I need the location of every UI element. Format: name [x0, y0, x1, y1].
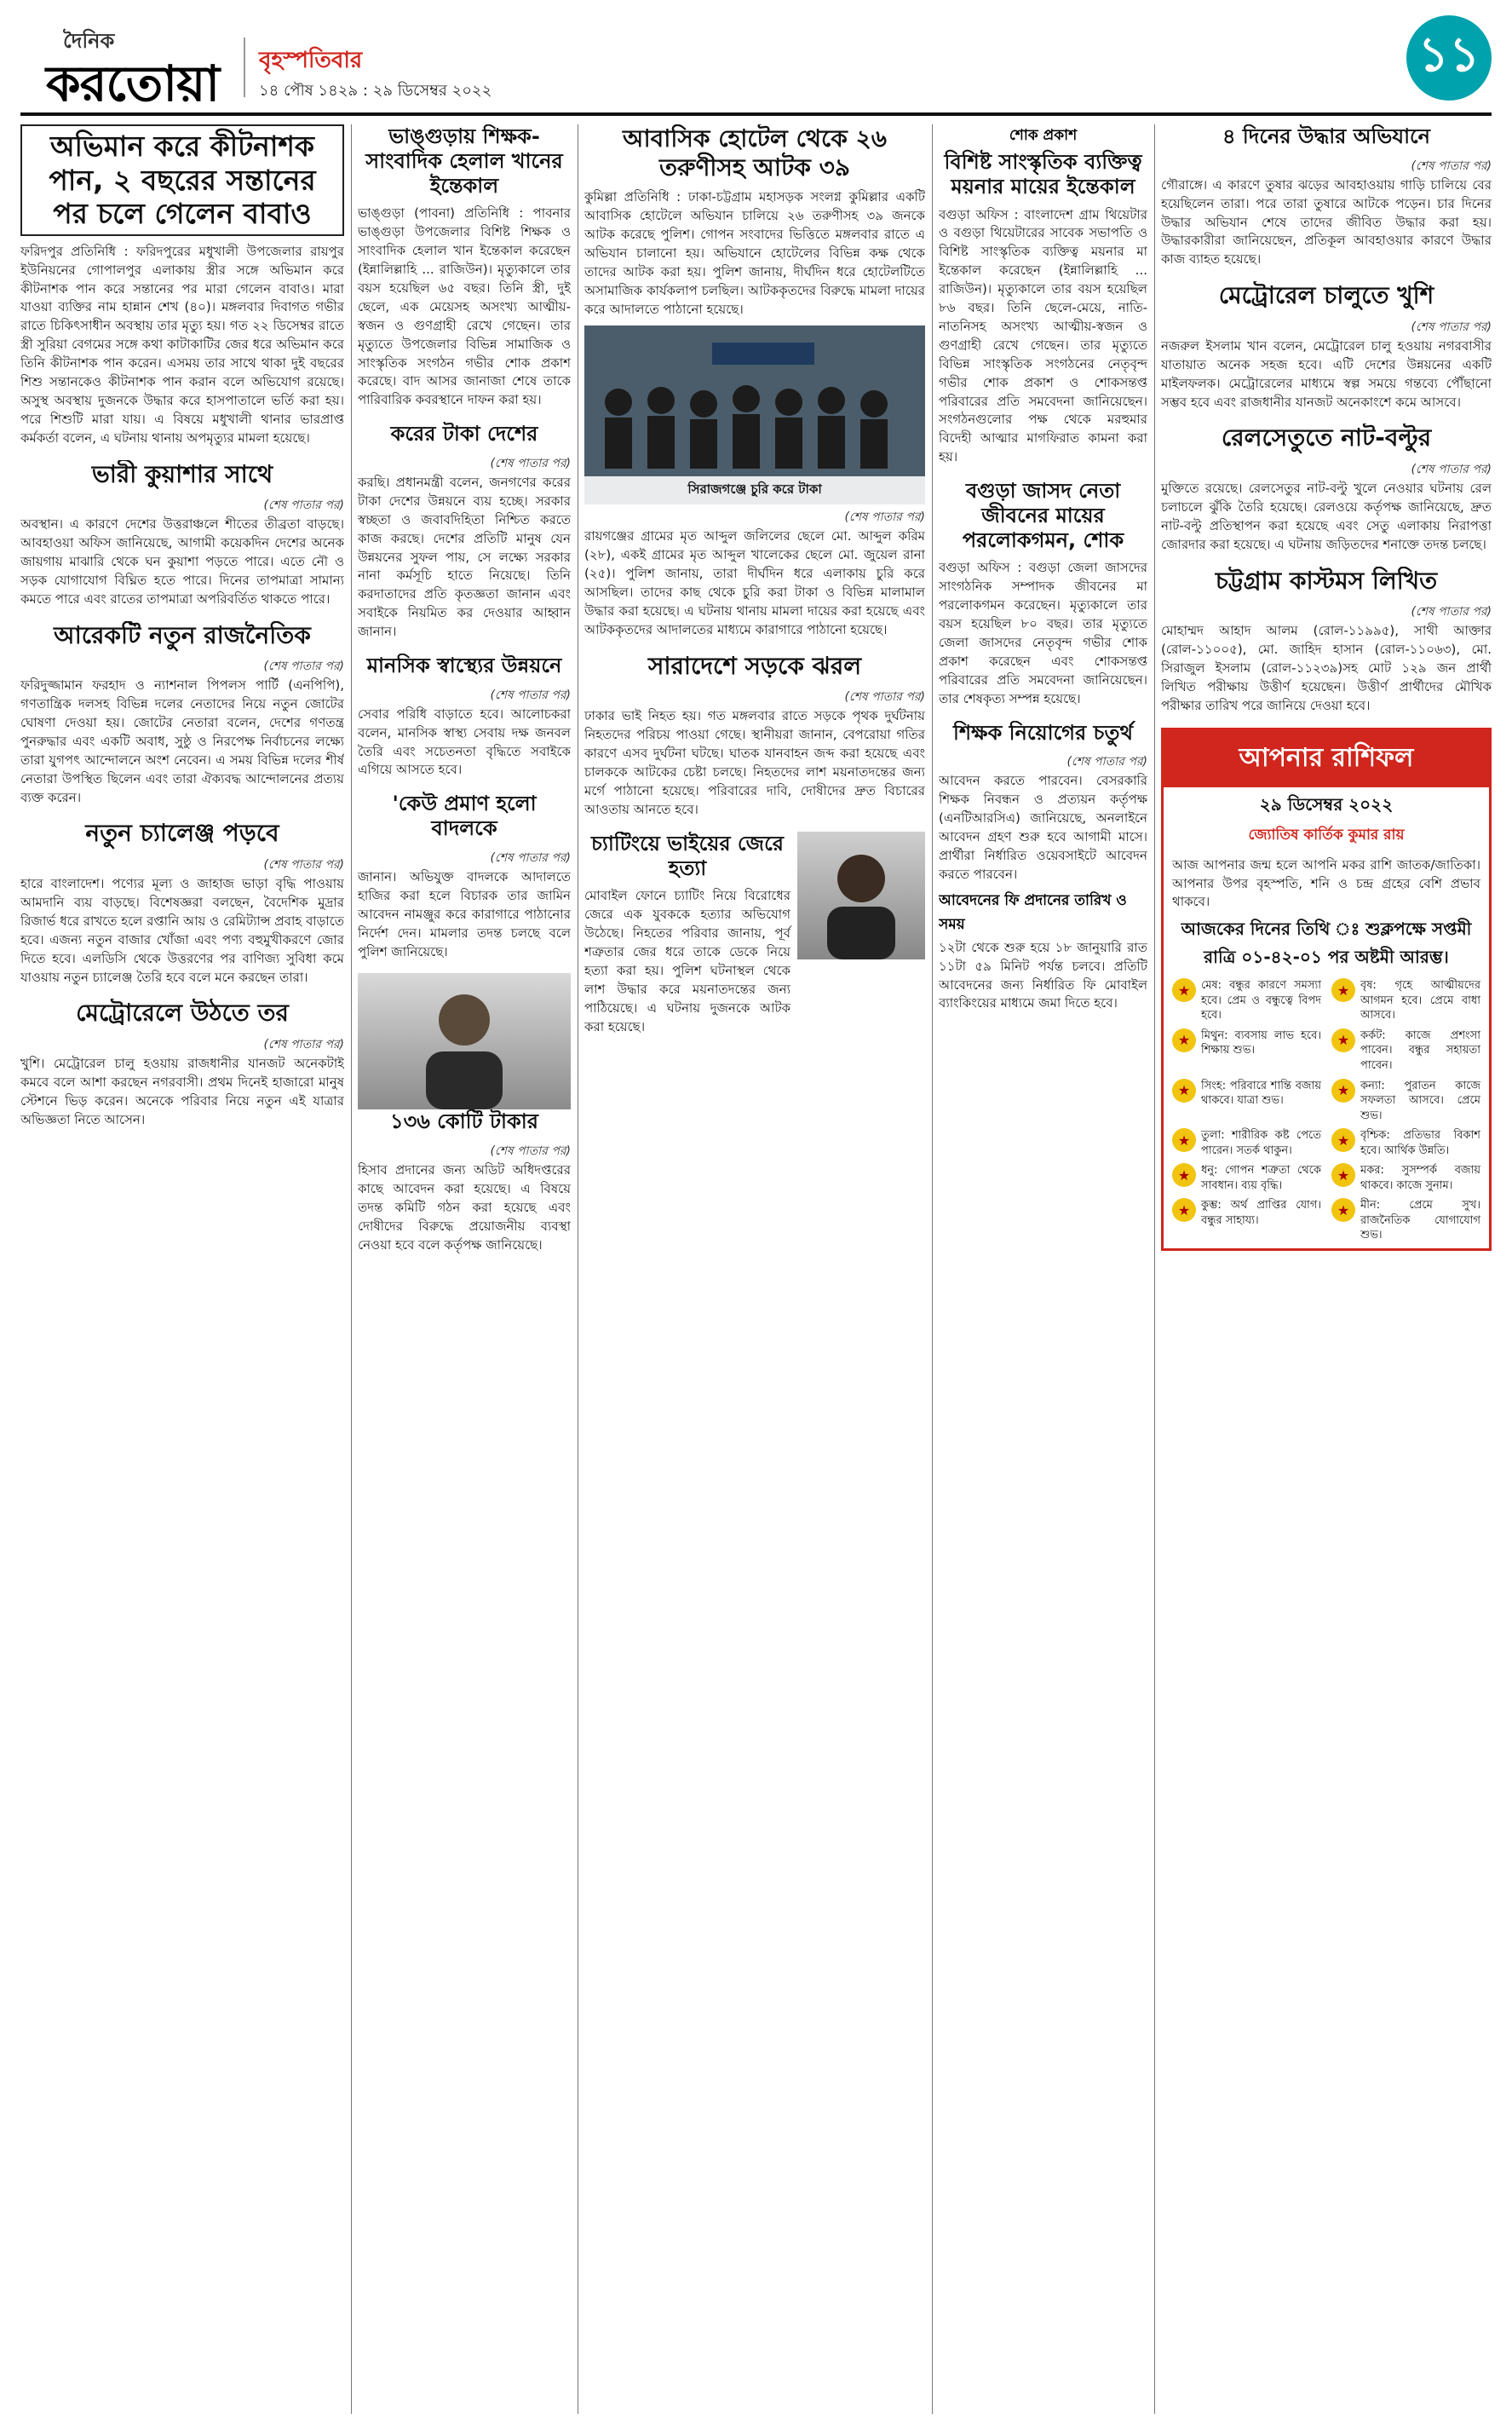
continuation-note: (শেষ পাতার পর)	[263, 1037, 344, 1051]
article-body: জানান। অভিযুক্ত বাদলকে আদালতে হাজির করা হলে বিচারক তার জামিন আবেদন নামঞ্জুর করে কারাগারে পাঠানোর নির্দেশ দেন। মামলার তদন্ত চলছে বলে পুলিশ জানিয়েছে।	[358, 868, 571, 959]
continuation-note: (শেষ পাতার পর)	[490, 1144, 571, 1159]
headline: ১৩৬ কোটি টাকার	[390, 1109, 538, 1134]
horoscope-box	[1161, 728, 1492, 1251]
article-rail-bridge	[1161, 423, 1492, 554]
article-metro-happy	[1161, 281, 1492, 412]
zodiac-sign-entry	[1331, 1028, 1480, 1074]
article-customs	[1161, 567, 1492, 716]
zodiac-icon: ★	[1172, 1028, 1196, 1052]
zodiac-text: মকর: সুসম্পর্ক বজায় থাকবে। কাজে সুনাম।	[1360, 1164, 1480, 1192]
article-body: করছি। প্রধানমন্ত্রী বলেন, জনগণের করের টাকা দেশের উন্নয়নে ব্যয় হচ্ছে। সরকার স্বচ্ছতা ও জবাবদিহিতা নিশ্চিত করতে কাজ করছে। দেশের প্রতিটি মানুষ যেন উন্নয়নের সুফল পায়, সে লক্ষ্যে সরকার নানা কর্মসূচি হাতে নিয়েছে। তিনি করদাতাদের প্রতি কৃতজ্ঞতা জানান এবং সবাইকে নিয়মিত কর দেওয়ার আহ্বান জানান।	[358, 474, 571, 640]
article-body: ঢাকার ভাই নিহত হয়। গত মঙ্গলবার রাতে সড়কে পৃথক দুর্ঘটনায় নিহতদের পরিচয় পাওয়া গেছে। স্থানীয়রা জানান, বেপরোয়া গতির কারণে এসব দুর্ঘটনা ঘটছে। ঘাতক যানবাহন জব্দ করা হয়েছে এবং চালককে আটকের চেষ্টা চলছে। নিহতদের লাশ ময়নাতদন্তের জন্য মর্গে পাঠানো হয়েছে। পরিবারের দাবি, দোষীদের দ্রুত বিচারের আওতায় আনতে হবে।	[584, 708, 925, 817]
continuation-note: (শেষ পাতার পর)	[844, 510, 925, 525]
group-photo	[584, 325, 925, 504]
article-body: কুমিল্লা প্রতিনিধি : ঢাকা-চট্টগ্রাম মহাসড়ক সংলগ্ন কুমিল্লার একটি আবাসিক হোটেলে অভিযান চালিয়ে ২৬ তরুণীসহ ৩৯ জনকে আটক করেছে পুলিশ। গোপন সংবাদের ভিত্তিতে মঙ্গলবার রাতে এ অভিযান চালানো হয়। অভিযানে হোটেলের বিভিন্ন কক্ষ থেকে তাদের আটক করা হয়। পুলিশ জানায়, দীর্ঘদিন ধরে হোটেলটিতে অসামাজিক কার্যকলাপ চলছিল। আটককৃতদের বিরুদ্ধে মামলা দায়ের করে আদালতে পাঠানো হয়েছে।	[584, 189, 925, 317]
horoscope-author: জ্যোতিষ কার্তিক কুমার রায়	[1248, 826, 1405, 844]
continuation-note: (শেষ পাতার পর)	[490, 456, 571, 470]
article-mental-health	[358, 654, 571, 780]
article-body: নজরুল ইসলাম খান বলেন, মেট্রোরেল চালু হওয়ায় নগরবাসীর যাতায়াত অনেক সহজ হবে। এটি দেশের উন্নয়নের একটি মাইলফলক। মেট্রোরেলের মাধ্যমে স্বল্প সময়ে গন্তব্যে পৌঁছানো সম্ভব হবে এবং রাজধানীর যানজট অনেকাংশে কমে আসবে।	[1161, 337, 1492, 410]
horoscope-body	[1164, 851, 1489, 1248]
continuation-note: (শেষ পাতার পর)	[490, 688, 571, 702]
subheading: আবেদনের ফি প্রদানের তারিখ ও সময়	[939, 891, 1127, 933]
article-body: গৌরাঙ্গে। এ কারণে তুষার ঝড়ের আবহাওয়ায় গাড়ি চালিয়ে বের হয়েছিলেন তারা। পরে তারা তুষারে আটকে পড়েন। চার দিনের উদ্ধার অভিযান শেষে তাদের জীবিত উদ্ধার করা হয়। উদ্ধারকারীরা জানিয়েছেন, প্রতিকূল আবহাওয়ার কারণে উদ্ধার কাজ ব্যাহত হয়েছে।	[1161, 176, 1492, 268]
article-pesticide	[20, 124, 344, 448]
zodiac-icon: ★	[1331, 1163, 1355, 1187]
masthead-separator	[244, 37, 245, 97]
article-body: ১২টা থেকে শুরু হয়ে ১৮ জানুয়ারি রাত ১১টা ৫৯ মিনিট পর্যন্ত চলবে। প্রতিটি আবেদনের জন্য নির্ধারিত ফি মোবাইল ব্যাংকিংয়ের মাধ্যমে জমা দিতে হবে।	[939, 939, 1147, 1011]
masthead-date: ১৪ পৌষ ১৪২৯ : ২৯ ডিসেম্বর ২০২২	[259, 82, 492, 100]
zodiac-sign-entry	[1172, 1028, 1321, 1074]
zodiac-icon: ★	[1331, 1028, 1355, 1052]
continuation-note: (শেষ পাতার পর)	[1411, 158, 1492, 173]
headline: মেট্রোরেল চালুতে খুশি	[1218, 281, 1434, 310]
article-challenge	[20, 819, 344, 987]
logo-small-text: দৈনিক	[63, 29, 115, 53]
horoscope-date: ২৯ ডিসেম্বর ২০২২	[1259, 793, 1394, 815]
zodiac-sign-entry	[1172, 1198, 1321, 1243]
article-body: রায়গঞ্জের গ্রামের মৃত আব্দুল জলিলের ছেলে মো. আব্দুল করিম (২৮), একই গ্রামের মৃত আব্দুল খালেকের ছেলে মো. জুয়েল রানা (২৫)। পুলিশ জানায়, তারা দীর্ঘদিন ধরে এলাকায় চুরি করে আসছিল। তাদের কাছ থেকে চুরি করা টাকা ও বিভিন্ন মালামাল উদ্ধার করা হয়েছে। এ ঘটনায় থানায় মামলা দায়ের করা হয়েছে এবং আটককৃতদের আদালতের মাধ্যমে কারাগারে পাঠানো হয়েছে।	[584, 528, 925, 637]
article-body: আবেদন করতে পারবেন। বেসরকারি শিক্ষক নিবন্ধন ও প্রত্যয়ন কর্তৃপক্ষ (এনটিআরসিএ) জানিয়েছে, অনলাইনে আবেদন গ্রহণ শুরু হবে আগামী মাসে। প্রার্থীরা নির্ধারিত ওয়েবসাইটে আবেদন করতে পারবেন।	[939, 773, 1147, 882]
zodiac-icon: ★	[1331, 978, 1355, 1002]
victim-photo	[797, 832, 925, 959]
masthead-day: বৃহস্পতিবার	[259, 48, 363, 73]
zodiac-icon: ★	[1172, 1128, 1196, 1152]
portrait-photo	[358, 973, 571, 1109]
headline: মেট্রোরেলে উঠতে তর	[76, 999, 289, 1028]
article-badal	[358, 792, 571, 961]
headline: চট্টগ্রাম কাস্টমস লিখিত	[1215, 566, 1438, 595]
article-with-photo	[584, 832, 925, 1037]
column-4	[939, 124, 1147, 2414]
headline: ৪ দিনের উদ্ধার অভিযানে	[1222, 124, 1431, 148]
article-body: বগুড়া অফিস : বাংলাদেশ গ্রাম থিয়েটার ও বগুড়া থিয়েটারের সাবেক সভাপতি ও বিশিষ্ট সাংস্কৃতিক ব্যক্তিত্ব ময়নার মা ইন্তেকাল করেছেন (ইন্নালিল্লাহি ... রাজিউন)। মৃত্যুকালে তার বয়স হয়েছিল ৮৬ বছর। তিনি ছেলে-মেয়ে, নাতি-নাতনিসহ অসংখ্য আত্মীয়-স্বজন ও গুণগ্রাহী রেখে গেছেন। তার মৃত্যুতে বিভিন্ন সাংস্কৃতিক সংগঠনের নেতৃবৃন্দ গভীর শোক প্রকাশ ও শোকসন্তপ্ত পরিবারের প্রতি সমবেদনা জানিয়েছেন। সংগঠনগুলোর পক্ষ থেকে মরহুমার বিদেহী আত্মার মাগফিরাত কামনা করা হয়।	[939, 206, 1147, 465]
photo-caption: সিরাজগঞ্জে চুরি করে টাকা	[584, 476, 925, 504]
zodiac-sign-entry	[1331, 1163, 1480, 1193]
column-5	[1161, 124, 1492, 2414]
headline: সারাদেশে সড়কে ঝরল	[647, 651, 862, 680]
zodiac-text: কন্যা: পুরাতন কাজে সফলতা আসবে। প্রেমে শুভ।	[1360, 1079, 1480, 1122]
zodiac-sign-entry	[1331, 1198, 1480, 1243]
zodiac-sign-entry	[1331, 1128, 1480, 1158]
headline: বগুড়া জাসদ নেতা জীবনের মায়ের পরলোকগমন, শোক	[962, 479, 1124, 552]
zodiac-text: ধনু: গোপন শত্রুতা থেকে সাবধান। ব্যয় বৃদ্ধি।	[1201, 1164, 1321, 1192]
zodiac-sign-entry	[1172, 1079, 1321, 1124]
person-silhouette-icon	[358, 973, 571, 1109]
zodiac-text: তুলা: শারীরিক কষ্ট পেতে পারেন। সতর্ক থাকুন।	[1201, 1129, 1321, 1157]
headline: আরেকটি নতুন রাজনৈতিক	[54, 620, 311, 649]
article-text-wrap	[584, 832, 790, 1037]
zodiac-sign-entry	[1172, 978, 1321, 1023]
headline: ভাঙ্গুড়ায় শিক্ষক-সাংবাদিক হেলাল খানের ইন্তেকাল	[365, 124, 563, 198]
article-body: মোবাইল ফোনে চ্যাটিং নিয়ে বিরোধের জেরে এক যুবককে হত্যার অভিযোগ উঠেছে। নিহতের পরিবার জানায়, পূর্ব শত্রুতার জের ধরে তাকে ডেকে নিয়ে হত্যা করা হয়। পুলিশ ঘটনাস্থল থেকে লাশ উদ্ধার করে ময়নাতদন্তের জন্য পাঠিয়েছে। এ ঘটনায় দুজনকে আটক করা হয়েছে।	[584, 888, 790, 1034]
zodiac-icon: ★	[1331, 1079, 1355, 1103]
zodiac-text: মেষ: বন্ধুর কারণে সমস্যা হবে। প্রেম ও বন্ধুত্বে বিপদ হবে।	[1201, 979, 1321, 1023]
continuation-note: (শেষ পাতার পর)	[1066, 755, 1147, 769]
column-rule	[1154, 124, 1155, 2414]
continuation-note: (শেষ পাতার পর)	[844, 690, 925, 705]
zodiac-text: সিংহ: পরিবারে শান্তি বজায় থাকবে। যাত্রা শুভ।	[1201, 1079, 1321, 1108]
column-rule	[932, 124, 933, 2414]
headline: রেলসেতুতে নাট-বল্টুর	[1221, 423, 1432, 452]
zodiac-sign-entry	[1331, 1079, 1480, 1124]
zodiac-text: মীন: প্রেমে সুখ। রাজনৈতিক যোগাযোগ শুভ।	[1360, 1199, 1480, 1242]
zodiac-text: কুম্ভ: অর্থ প্রাপ্তির যোগ। বন্ধুর সাহায্য।	[1201, 1199, 1321, 1227]
zodiac-text: কর্কট: কাজে প্রশংসা পাবেন। বন্ধুর সহায়তা পাবেন।	[1360, 1028, 1480, 1073]
zodiac-grid	[1172, 978, 1480, 1243]
article-136-crore	[358, 1109, 571, 1254]
zodiac-icon: ★	[1331, 1198, 1355, 1222]
horoscope-title: আপনার রাশিফল	[1164, 730, 1489, 787]
zodiac-icon: ★	[1172, 978, 1196, 1002]
article-moyna-mother	[939, 124, 1147, 467]
headline: আবাসিক হোটেল থেকে ২৬ তরুণীসহ আটক ৩৯	[622, 124, 887, 181]
zodiac-icon: ★	[1172, 1198, 1196, 1222]
column-3	[584, 124, 925, 2414]
zodiac-text: বৃশ্চিক: প্রতিভার বিকাশ হবে। আর্থিক উন্নতি।	[1360, 1129, 1480, 1157]
continuation-note: (শেষ পাতার পর)	[1411, 605, 1492, 619]
article-hotel-raid	[584, 124, 925, 640]
article-helal-khan	[358, 124, 571, 410]
continuation-note: (শেষ পাতার পর)	[263, 498, 344, 513]
headline: শিক্ষক নিয়োগের চতুর্থ	[952, 720, 1134, 745]
article-body: ভাঙ্গুড়া (পাবনা) প্রতিনিধি : পাবনার ভাঙ্গুড়া উপজেলার বিশিষ্ট শিক্ষক ও সাংবাদিক হেলাল খান ইন্তেকাল করেছেন (ইন্নালিল্লাহি ... রাজিউন)। মৃত্যুকালে তার বয়স হয়েছিল ৬৫ বছর। তিনি স্ত্রী, দুই ছেলে, এক মেয়েসহ অসংখ্য আত্মীয়-স্বজন ও গুণগ্রাহী রেখে গেছেন। তার মৃত্যুতে উপজেলার বিভিন্ন সামাজিক ও সাংস্কৃতিক সংগঠন গভীর শোক প্রকাশ করেছে। বাদ আসর জানাজা শেষে তাকে পারিবারিক কবরস্থানে দাফন করা হয়।	[358, 205, 571, 408]
article-body: খুশি। মেট্রোরেল চালু হওয়ায় রাজধানীর যানজট অনেকটাই কমবে বলে আশা করছেন নগরবাসী। প্রথম দিনেই হাজারো মানুষ স্টেশনে ভিড় করেন। অনেকে পরিবার নিয়ে নতুন এই যাত্রার অভিজ্ঞতা নিতে আসেন।	[20, 1055, 344, 1127]
kicker: শোক প্রকাশ	[1009, 127, 1078, 144]
article-jasod-leader	[939, 479, 1147, 709]
zodiac-icon: ★	[1172, 1079, 1196, 1103]
continuation-note: (শেষ পাতার পর)	[263, 660, 344, 674]
headline: করের টাকা দেশের	[390, 422, 538, 446]
article-fog	[20, 460, 344, 609]
article-body: মুক্তিতে রয়েছে। রেলসেতুর নাট-বল্টু খুলে নেওয়ার ঘটনায় রেল চলাচলে ঝুঁকি তৈরি হয়েছে। রেলওয়ে কর্তৃপক্ষ জানিয়েছে, দ্রুত নাট-বল্টু প্রতিস্থাপন করা হয়েছে এবং সেতু এলাকায় নিরাপত্তা জোরদার করা হয়েছে। এ ঘটনায় জড়িতদের শনাক্তে তদন্ত চলছে।	[1161, 481, 1492, 552]
zodiac-sign-entry	[1331, 978, 1480, 1023]
zodiac-icon: ★	[1172, 1163, 1196, 1187]
zodiac-icon: ★	[1331, 1128, 1355, 1152]
column-2	[358, 124, 571, 2414]
headline: 'কেউ প্রমাণ হলো বাদলকে	[392, 792, 537, 841]
article-road-accident	[584, 652, 925, 820]
article-body: ফরিদুজ্জামান ফরহাদ ও ন্যাশনাল পিপলস পার্টি (এনপিপি), গণতান্ত্রিক দলসহ বিভিন্ন দলের নেতাদের নিয়ে নতুন জোটের ঘোষণা দেওয়া হয়। জোটের নেতারা বলেন, দেশের গণতন্ত্র পুনরুদ্ধার এবং একটি অবাধ, সুষ্ঠু ও নিরপেক্ষ নির্বাচনের লক্ষ্যে তারা যুগপৎ আন্দোলনে অংশ নেবেন। এ সময় বিভিন্ন দলের শীর্ষ নেতারা উপস্থিত ছিলেন এবং তারা ঐক্যবদ্ধ আন্দোলনের প্রত্যয় ব্যক্ত করেন।	[20, 677, 344, 805]
article-chat-murder	[584, 832, 925, 1037]
newspaper-logo: করতোয়া	[46, 55, 220, 112]
zodiac-text: বৃষ: গৃহে আত্মীয়দের আগমন হবে। প্রেমে বাধা আসবে।	[1360, 979, 1480, 1023]
horoscope-intro: আজ আপনার জন্ম হলে আপনি মকর রাশি জাতক/জাতিকা। আপনার উপর বৃহস্পতি, শনি ও চন্দ্র গ্রহের বেশি প্রভাব থাকবে।	[1172, 856, 1480, 910]
masthead	[20, 12, 1492, 112]
article-political	[20, 621, 344, 808]
article-body: হারে বাংলাদেশ। পণ্যের মূল্য ও জাহাজ ভাড়া বৃদ্ধি পাওয়ায় আমদানি ব্যয় বাড়ছে। বিশেষজ্ঞরা বলছেন, বৈদেশিক মুদ্রার রিজার্ভ ধরে রাখতে হলে রপ্তানি আয় ও রেমিট্যান্স প্রবাহ বাড়াতে হবে। এজন্য নতুন বাজার খোঁজা এবং পণ্য বহুমুখীকরণে জোর দিতে হবে। এলডিসি থেকে উত্তরণের পর বাণিজ্য সুবিধা কমে যাওয়ায় নতুন চ্যালেঞ্জ তৈরি হবে বলে মনে করছেন তারা।	[20, 876, 344, 985]
page-number-badge: ১১	[1406, 15, 1492, 101]
masthead-rule	[20, 112, 1492, 116]
article-body: হিসাব প্রদানের জন্য অডিট অধিদপ্তরের কাছে আবেদন করা হয়েছে। এ বিষয়ে তদন্ত কমিটি গঠন করা হয়েছে এবং দোষীদের বিরুদ্ধে প্রয়োজনীয় ব্যবস্থা নেওয়া হবে বলে কর্তৃপক্ষ জানিয়েছে।	[358, 1162, 571, 1253]
headline: অভিমান করে কীটনাশক পান, ২ বছরের সন্তানের পর চলে গেলেন বাবাও	[20, 124, 344, 236]
headline: নতুন চ্যালেঞ্জ পড়বে	[85, 819, 279, 848]
article-tax	[358, 422, 571, 642]
continuation-note: (শেষ পাতার পর)	[1411, 463, 1492, 476]
article-body: বগুড়া অফিস : বগুড়া জেলা জাসদের সাংগঠনিক সম্পাদক জীবনের মা পরলোকগমন করেছেন। মৃত্যুকালে তার বয়স হয়েছিল ৮০ বছর। তার মৃত্যুতে জেলা জাসদের নেতৃবৃন্দ গভীর শোক প্রকাশ করেছেন এবং শোকসন্তপ্ত পরিবারের প্রতি সমবেদনা জানিয়েছেন। তার শেষকৃত্য সম্পন্ন হয়েছে।	[939, 560, 1147, 706]
article-metro-ride	[20, 999, 344, 1129]
continuation-note: (শেষ পাতার পর)	[1411, 320, 1492, 334]
headline: মানসিক স্বাস্থ্যের উন্নয়নে	[366, 654, 562, 677]
article-body: সেবার পরিধি বাড়াতে হবে। আলোচকরা বলেন, মানসিক স্বাস্থ্য সেবায় দক্ষ জনবল তৈরি এবং সচেতনতা বৃদ্ধিতে সবাইকে এগিয়ে আসতে হবে।	[358, 706, 571, 778]
article-body: মোহাম্মদ আহাদ আলম (রোল-১১৯৯৫), সাথী আক্তার (রোল-১১০০৫), মো. জাহিদ হাসান (রোল-১১০৬৩), মো. সিরাজুল ইসলাম (রোল-১১২৩৯)সহ মোট ১২৯ জন প্রার্থী লিখিত পরীক্ষায় উত্তীর্ণ হয়েছেন। উত্তীর্ণ প্রার্থীদের মৌখিক পরীক্ষার তারিখ পরে জানিয়ে দেওয়া হবে।	[1161, 623, 1492, 713]
article-body: ফরিদপুর প্রতিনিধি : ফরিদপুরের মধুখালী উপজেলার রায়পুর ইউনিয়নের গোপালপুর এলাকায় স্ত্রীর সঙ্গে অভিমান করে কীটনাশক পান করে সন্তানের পর মারা গেলেন বাবাও। মারা যাওয়া ব্যক্তির নাম হান্নান শেখ (৪০)। মঙ্গলবার দিবাগত গভীর রাতে চিকিৎসাধীন অবস্থায় তার মৃত্যু হয়। গত ২২ ডিসেম্বর রাতে স্ত্রী সুরিয়া বেগমের সঙ্গে কথা কাটাকাটির জের ধরে অভিমান করে তিনি কীটনাশক পান করেন। এসময় তার সাথে থাকা দুই বছরের শিশু সন্তানকেও কীটনাশক পান করান বলে অভিযোগ রয়েছে। অসুস্থ অবস্থায় দুজনকে উদ্ধার করে হাসপাতালে ভর্তি করা হয়। পরে শিশুটি মারা যায়। এ বিষয়ে মধুখালী থানার ভারপ্রাপ্ত কর্মকর্তা বলেন, এ ঘটনায় থানায় অপমৃত্যুর মামলা হয়েছে।	[20, 243, 344, 446]
article-body: অবস্থান। এ কারণে দেশের উত্তরাঞ্চলে শীতের তীব্রতা বাড়ছে। আবহাওয়া অফিস জানিয়েছে, আগামী কয়েকদিন দেশের অনেক জায়গায় মাঝারি থেকে ঘন কুয়াশা পড়তে পারে। এতে নৌ ও সড়ক যোগাযোগ বিঘ্নিত হতে পারে। দিনের তাপমাত্রা সামান্য কমতে পারে এবং রাতের তাপমাত্রা অপরিবর্তিত থাকতে পারে।	[20, 516, 344, 607]
zodiac-sign-entry	[1172, 1128, 1321, 1158]
column-rule	[351, 124, 352, 2414]
column-1	[20, 124, 344, 2414]
article-teacher-recruitment	[939, 721, 1147, 1014]
zodiac-text: মিথুন: ব্যবসায় লাভ হবে। শিক্ষায় শুভ।	[1201, 1028, 1321, 1057]
headline: চ্যাটিংয়ে ভাইয়ের জেরে হত্যা	[590, 831, 784, 880]
person-silhouette-icon	[797, 832, 925, 959]
headline: বিশিষ্ট সাংস্কৃতিক ব্যক্তিত্ব ময়নার মায়ের ইন্তেকাল	[944, 150, 1142, 199]
continuation-note: (শেষ পাতার পর)	[263, 858, 344, 873]
article-rescue	[1161, 124, 1492, 269]
horoscope-tithi: আজকের দিনের তিথি ঃ শুক্লপক্ষে সপ্তমী রাত্রি ০১-৪২-০১ পর অষ্টমী আরম্ভ।	[1181, 919, 1472, 968]
headline: ভারী কুয়াশার সাথে	[91, 459, 273, 488]
continuation-note: (শেষ পাতার পর)	[490, 850, 571, 865]
zodiac-sign-entry	[1172, 1163, 1321, 1193]
